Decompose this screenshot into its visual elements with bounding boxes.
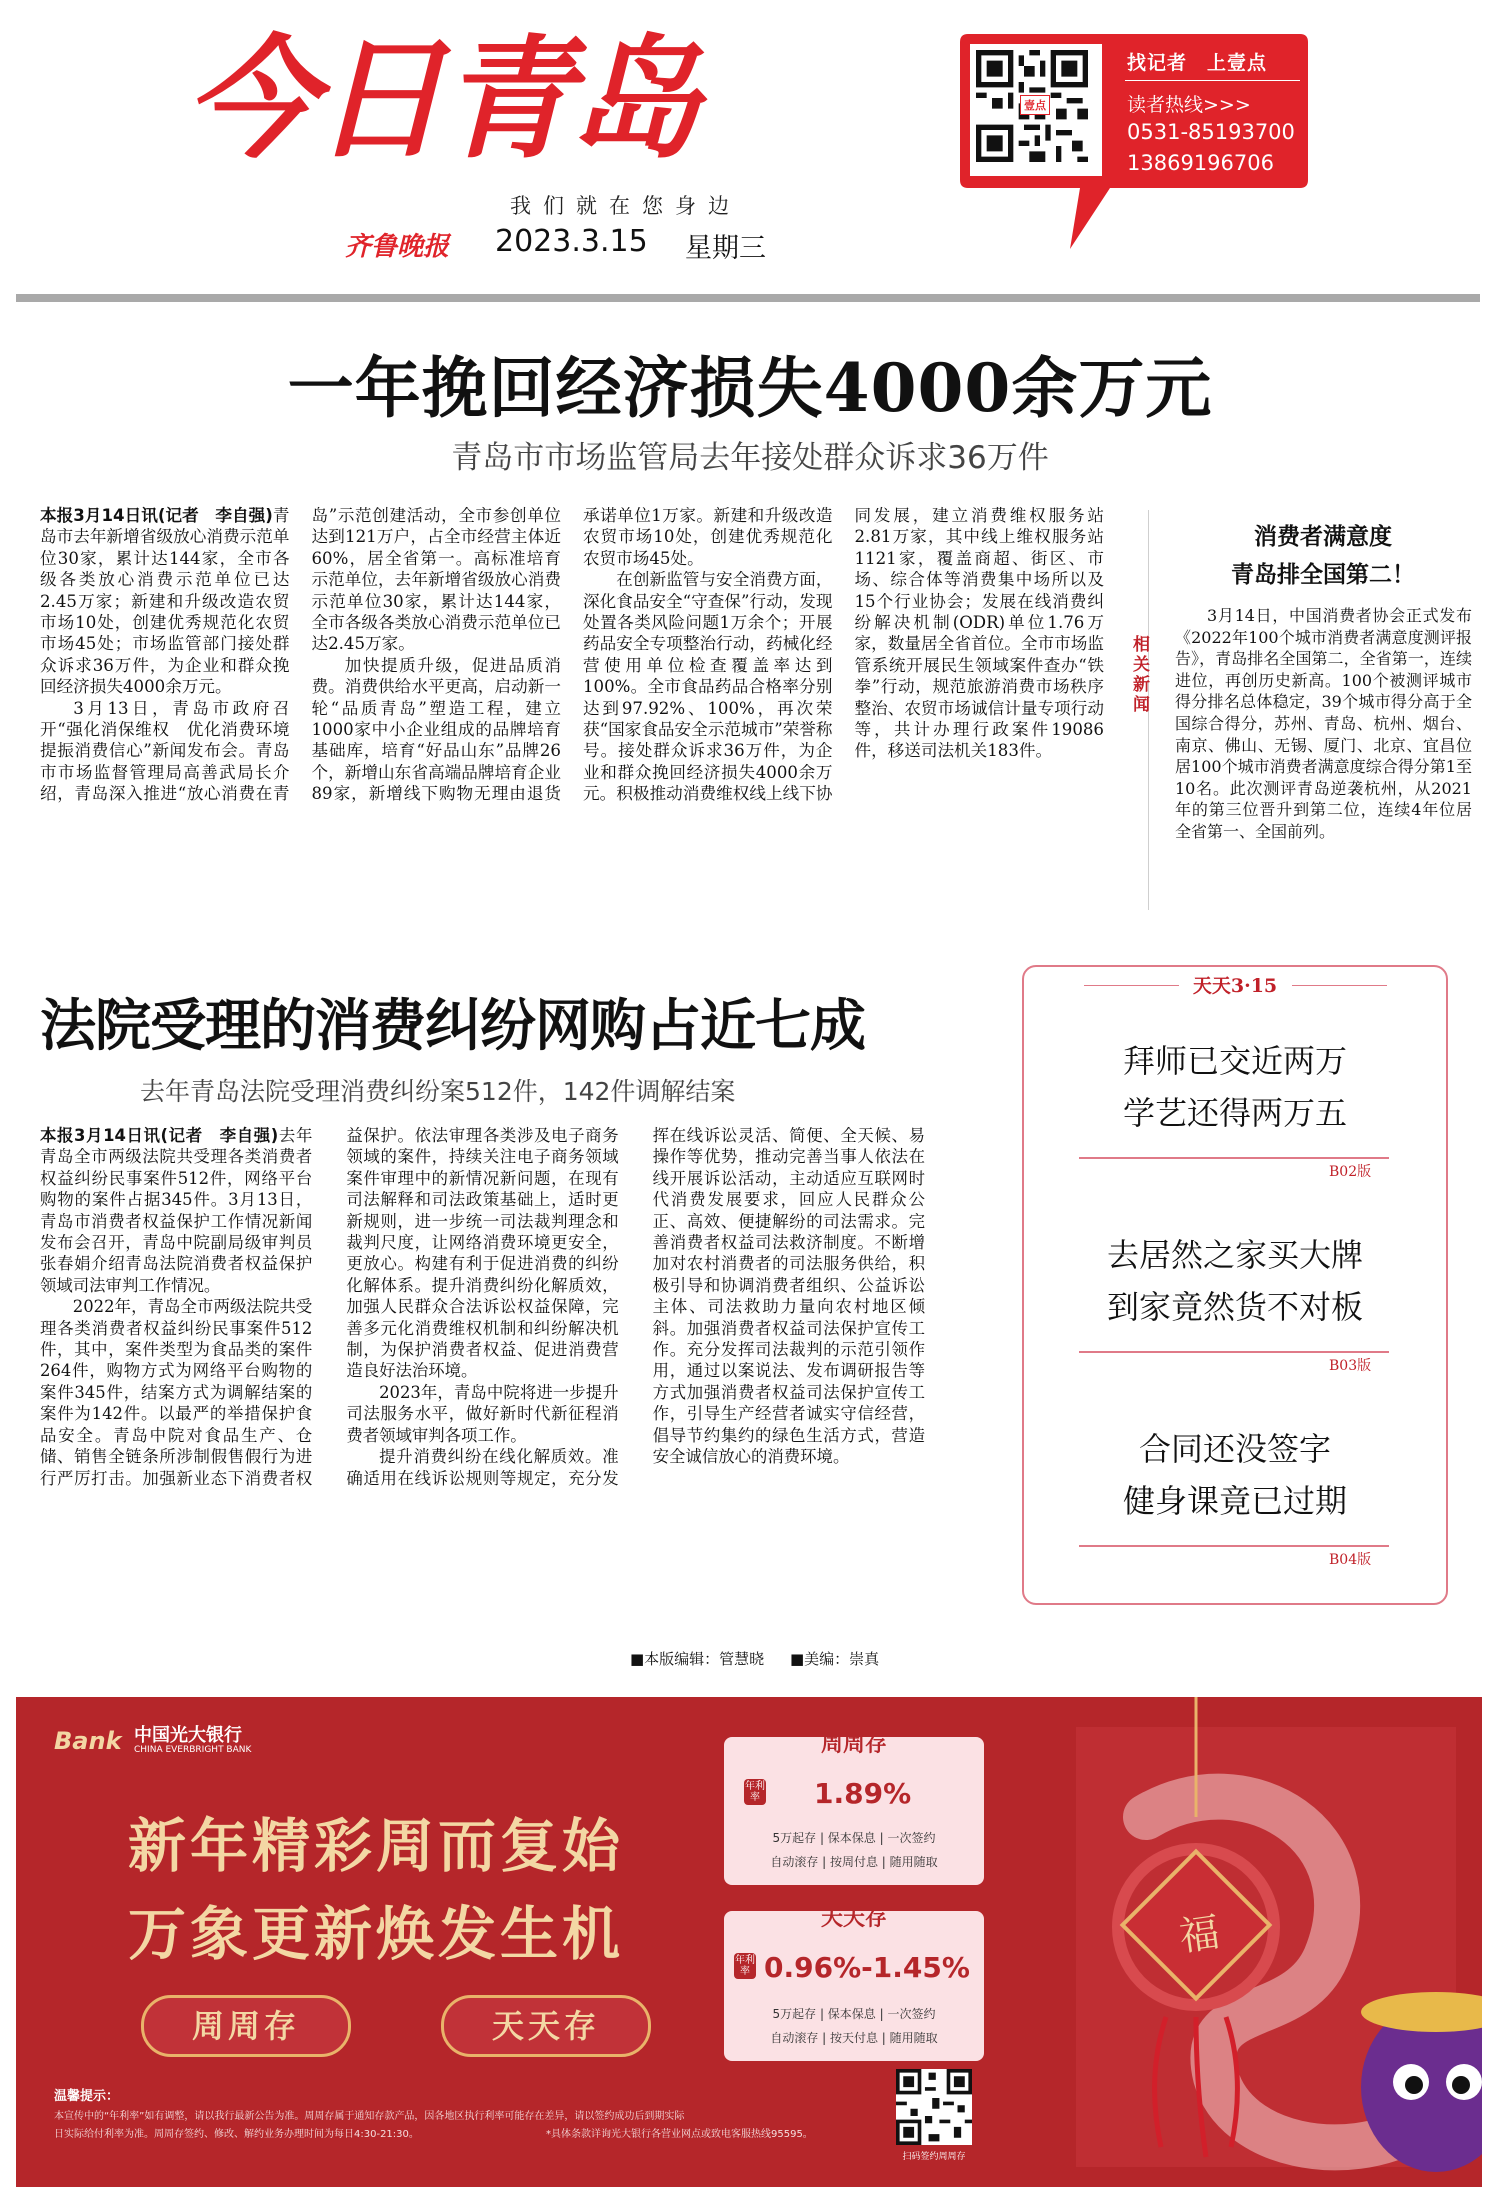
designer-credit: ■美编：崇真 xyxy=(790,1650,880,1668)
sidebar-title-1: 消费者满意度 xyxy=(1254,524,1392,550)
teaser-item[interactable] xyxy=(1024,1423,1446,1573)
teaser-box xyxy=(1022,965,1448,1605)
teaser-item-line: 去居然之家买大牌 xyxy=(1106,1236,1363,1274)
teaser-item-line: 到家竟然货不对板 xyxy=(1106,1288,1363,1326)
teaser-page: B02版 xyxy=(1329,1164,1372,1180)
bank-name-en: CHINA EVERBRIGHT BANK xyxy=(134,1745,252,1755)
tips-line-2: 日实际给付利率为准。周周存签约、修改、解约业务办理时间为每日4:30-21:30。 xyxy=(54,2129,419,2140)
daily-rate: 0.96%-1.45% xyxy=(764,1951,970,1984)
daily-deposit-button[interactable] xyxy=(441,1995,651,2057)
weekly-button-label: 周周存 xyxy=(191,2007,300,2045)
sidebar-body xyxy=(1175,605,1472,843)
fu-decoration xyxy=(996,1697,1482,2187)
issue-date: 2023.3.15 xyxy=(495,224,648,259)
tips-title: 温馨提示： xyxy=(54,2089,120,2104)
article2-body xyxy=(40,1125,925,1585)
teaser-item-line: 健身课竟已过期 xyxy=(1122,1482,1347,1520)
tips-line-3: *具体条款详询光大银行各营业网点或致电客服热线95595。 xyxy=(546,2129,813,2140)
daily-card xyxy=(724,1906,984,2061)
article2-paragraph: 提升消费纠纷在线化解质效。准确适用在线诉讼规则等规定，充分发挥在线诉讼灵活、简便、全天候、易操作等优势，推动完善当事人依法在线开展诉讼活动，主动适应互联网时代消费发展要求，回应人民群众公正、高效、便捷解纷的司法需求。完善消费者权益司法救济制度。不断增加对农村消费者的司法服务供给，积极引导和协调消费者组织、公益诉讼主体、司法救助力量向农村地区倾斜。加强消费者权益司法保护宣传工作。充分发挥司法裁判的示范引领作用，通过以案说法、发布调研报告等方式加强消费者权益司法保护宣传工作，引导生产经营者诚实守信经营，倡导节约集约的绿色生活方式，营造安全诚信放心的消费环境。 xyxy=(346,1126,925,1488)
article2-headline: 法院受理的消费纠纷网购占近七成 xyxy=(40,993,865,1059)
fu-character: 福 xyxy=(1176,1909,1223,1961)
weekly-rate-label: 年利率 xyxy=(745,1781,765,1803)
article2-paragraph: 去年青岛全市两级法院共受理各类消费者权益纠纷民事案件512件，网络平台购物的案件占据345件。3月13日，青岛市消费者权益保护工作情况新闻发布会召开，青岛中院副局级审判员张春娟介绍青岛法院消费者权益保护领域司法审判工作情况。 xyxy=(40,1126,313,1295)
bank-ad[interactable] xyxy=(16,1697,1482,2187)
masthead-rule xyxy=(16,294,1480,302)
paper-logo: 齐鲁晚报 xyxy=(345,232,450,262)
ad-qr-code-icon[interactable] xyxy=(896,2069,972,2145)
qr-badge: 壹点 xyxy=(1020,95,1050,115)
weekly-terms-2: 自动滚存 | 按周付息 | 随用随取 xyxy=(770,1855,938,1869)
teaser-title: 天天3·15 xyxy=(1192,975,1278,997)
qr-caption: 扫码签约周周存 xyxy=(902,2152,966,2162)
article1-paragraph: 3月13日，青岛市政府召开“强化消保维权 优化消费环境 提振消费信心”新闻发布会。青岛市市场监督管理局高善武局长介绍，青岛深入推进“放心消费在青岛”示范创建活动，全市参创单位达到121万户，占全市经营主体近60%，居全省第一。高标准培育示范单位，去年新增省级放心消费示范单位30家，累计达144家，全市各级各类放心消费示范单位已达2.45万家。 xyxy=(40,506,561,804)
bank-name: 中国光大银行 xyxy=(134,1725,242,1746)
weekday: 星期三 xyxy=(685,233,766,264)
article2-paragraph: 2022年，青岛全市两级法院共受理各类消费者权益纠纷民事案件512件，其中，案件类型为食品类的案件264件，购物方式为网络平台购物的案件345件，结案方式为调解结案的案件为142件。以最严的举措保护食品安全。青岛中院对食品生产、仓储、销售全链条所涉制假售假行为进行严厉打击。加强新业态下消费者权益保护。依法审理各类涉及电子商务领域的案件，持续关注电子商务领域案件审理中的新情况新问题，在现有司法解释和司法政策基础上，适时更新规则，进一步统一司法裁判理念和裁判尺度，让网络消费环境更安全，更放心。构建有利于促进消费的纠纷化解体系。提升消费纠纷化解质效，加强人民群众合法诉讼权益保障，完善多元化消费维权机制和纠纷解决机制，为保护消费者权益、促进消费营造良好法治环境。 xyxy=(40,1126,619,1488)
teaser-item-line: 合同还没签字 xyxy=(1138,1430,1331,1468)
article1-paragraph: 在创新监管与安全消费方面，深化食品安全“守查保”行动，发现处置各类风险问题1万余个；开展药品安全专项整治行动，药械化经营使用单位检查覆盖率达到100%。全市食品药品合格率分别达到97.92%、100%，再次荣获“国家食品安全示范城市”荣誉称号。接处群众诉求36万件，为企业和群众挽回经济损失4000余万元。积极推动消费维权线上线下协同发展，建立消费维权服务站2.81万家，其中线上维权服务站1121家，覆盖商超、街区、市场、综合体等消费集中场所以及15个行业协会；发展在线消费纠纷解决机制(ODR)单位1.76万家，数量居全省首位。全市市场监管系统开展民生领域案件查办“铁拳”行动，规范旅游消费市场秩序整治、农贸市场诚信计量专项行动等，共计办理行政案件19086件，移送司法机关183件。 xyxy=(583,506,1104,804)
slogan: 我们就在您身边 xyxy=(510,194,741,218)
sidebar-title-2: 青岛排全国第二！ xyxy=(1231,562,1415,588)
article2-dateline: 本报3月14日讯(记者 李自强) xyxy=(40,1126,279,1145)
phone-1[interactable]: 0531-85193700 xyxy=(1127,120,1295,144)
teaser-item-line: 学艺还得两万五 xyxy=(1122,1094,1347,1132)
daily-rate-label: 年利率 xyxy=(735,1955,755,1977)
article2-paragraph: 2023年，青岛中院将进一步提升司法服务水平，做好新时代新征程消费者领域审判各项工作。 xyxy=(346,1382,619,1445)
phone-2[interactable]: 13869196706 xyxy=(1127,151,1274,175)
weekly-card-title: 周周存 xyxy=(820,1732,887,1757)
related-news-label: 相关新闻 xyxy=(1133,635,1150,715)
daily-terms-1: 5万起存 | 保本保息 | 一次签约 xyxy=(772,2007,936,2021)
teaser-item-line: 拜师已交近两万 xyxy=(1122,1042,1347,1080)
article1-paragraph: 青岛市去年新增省级放心消费示范单位30家，累计达144家，全市各级各类放心消费示范单位已达2.45万家；新建和升级改造农贸市场10处，创建优秀规范化农贸市场45处；市场监管部门接处群众诉求36万件，为企业和群众挽回经济损失4000余万元。 xyxy=(40,506,290,697)
tips-line-1: 本宣传中的“年利率”如有调整，请以我行最新公告为准。周周存属于通知存款产品，因各地区执行利率可能存在差异，请以签约成功后到期实际 xyxy=(54,2111,685,2122)
article1-dateline: 本报3月14日讯(记者 李自强) xyxy=(40,506,273,525)
weekly-deposit-button[interactable] xyxy=(141,1995,351,2057)
teaser-item[interactable] xyxy=(1024,1229,1446,1379)
find-reporter: 找记者 上壹点 xyxy=(1127,52,1268,74)
masthead-title: 今日青岛 xyxy=(185,23,697,177)
masthead xyxy=(0,0,1500,290)
ad-slogan-2: 万象更新焕发生机 xyxy=(128,1900,625,1968)
article1-headline: 一年挽回经济损失4000余万元 xyxy=(287,349,1213,427)
editor-credit: ■本版编辑：管慧晓 xyxy=(630,1650,765,1668)
daily-button-label: 天天存 xyxy=(491,2007,600,2045)
teaser-item[interactable] xyxy=(1024,1035,1446,1185)
bank-logo-icon: Bank xyxy=(54,1727,122,1755)
article2-subheadline: 去年青岛法院受理消费纠纷案512件，142件调解结案 xyxy=(140,1077,736,1106)
weekly-card xyxy=(724,1732,984,1885)
teaser-page: B04版 xyxy=(1329,1552,1372,1568)
weekly-terms-1: 5万起存 | 保本保息 | 一次签约 xyxy=(772,1831,936,1845)
article1-paragraph: 加快提质升级，促进品质消费。消费供给水平更高，启动新一轮“品质青岛”塑造工程，建立1000家中小企业组成的品牌培育基础库，培育“好品山东”品牌26个，新增山东省高端品牌培育企业89家，新增线下购物无理由退货承诺单位1万家。新建和升级改造农贸市场10处，创建优秀规范化农贸市场45处。 xyxy=(311,506,833,804)
teaser-page: B03版 xyxy=(1329,1358,1372,1374)
daily-terms-2: 自动滚存 | 按天付息 | 随用随取 xyxy=(770,2031,938,2045)
article1-body xyxy=(40,505,1104,915)
hotline-label: 读者热线>>> xyxy=(1127,94,1251,116)
sidebar-paragraph: 3月14日，中国消费者协会正式发布《2022年100个城市消费者满意度测评报告》，青岛排名全国第二，全省第一，连续进位，再创历史新高。100个被测评城市得分排名总体稳定，39个城市得分高于全国综合得分，苏州、青岛、杭州、烟台、南京、佛山、无锡、厦门、北京、宜昌位居100个城市消费者满意度综合得分第1至10名。此次测评青岛逆袭杭州，从2021年的第三位晋升到第二位，连续4年位居全省第一、全国前列。 xyxy=(1175,606,1472,841)
ad-slogan-1: 新年精彩周而复始 xyxy=(128,1812,625,1880)
article1-subheadline: 青岛市市场监管局去年接处群众诉求36万件 xyxy=(451,440,1049,476)
weekly-rate: 1.89% xyxy=(814,1777,912,1810)
daily-card-title: 天天存 xyxy=(820,1906,887,1931)
